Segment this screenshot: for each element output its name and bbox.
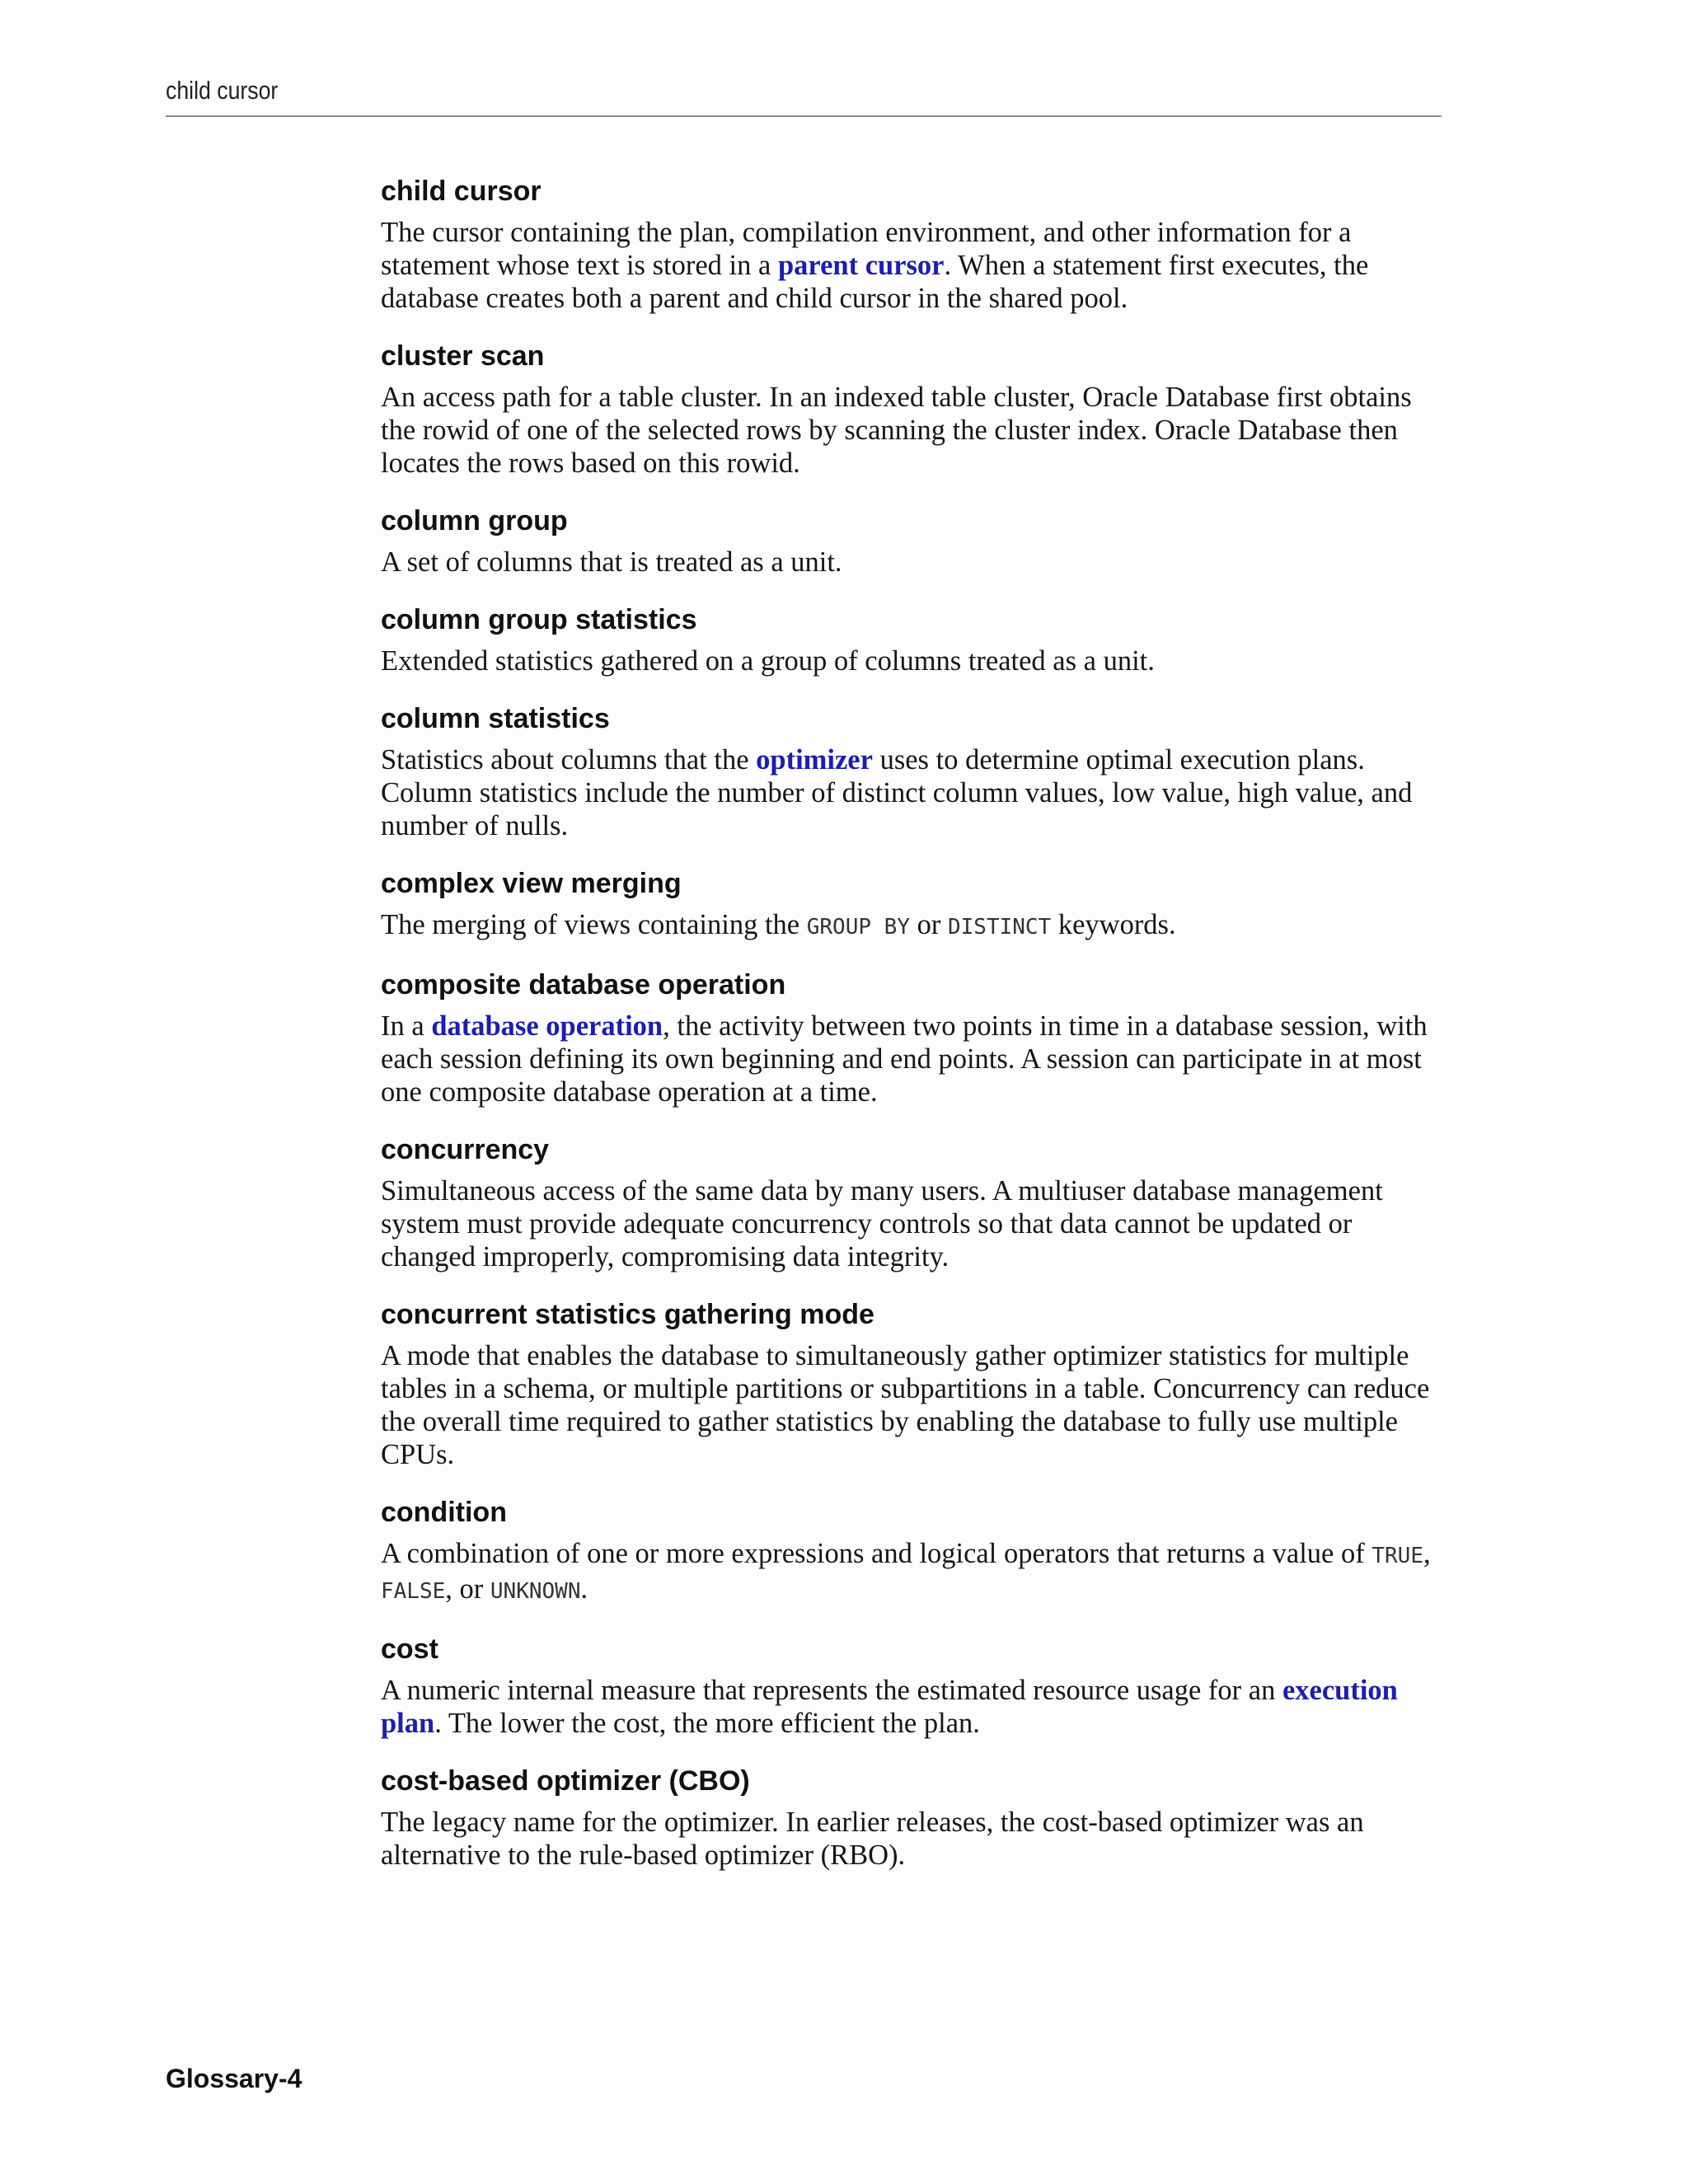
code-keyword: FALSE: [381, 1579, 446, 1604]
glossary-entry: [381, 865, 1452, 944]
glossary-definition: [381, 1010, 1444, 1108]
definition-text: In a: [381, 1010, 432, 1042]
definition-text: A numeric internal measure that represents the estimated resource usage for an: [381, 1675, 1282, 1706]
glossary-entry: [381, 1494, 1452, 1608]
header-divider: [166, 115, 1442, 117]
glossary-term: cost-based optimizer (CBO): [381, 1765, 750, 1797]
code-keyword: GROUP BY: [806, 915, 910, 940]
glossary-entry: [381, 1296, 1452, 1471]
glossary-entry: [381, 1631, 1452, 1740]
glossary-definition: [381, 644, 1444, 677]
definition-text: A set of columns that is treated as a unit.: [381, 546, 842, 578]
definition-text: Simultaneous access of the same data by many users. A multiuser database management system must provide adequate concurrency controls so that data cannot be updated or changed improperly, compromising data integrity.: [381, 1175, 1383, 1272]
definition-text: , the activity between two points in time in a database session, with each session defining its own beginning and end points. A session can participate in at most one composite database operation at a time.: [381, 1010, 1428, 1108]
definition-text: The merging of views containing the: [381, 909, 807, 940]
glossary-definition: [381, 381, 1444, 480]
glossary-cross-reference-link[interactable]: parent cursor: [777, 250, 945, 281]
glossary-entry: [381, 338, 1452, 480]
glossary-term: child cursor: [381, 176, 542, 207]
code-keyword: DISTINCT: [947, 915, 1052, 940]
definition-text: , or: [445, 1573, 490, 1605]
glossary-definition: [381, 1174, 1444, 1273]
glossary-definition: [381, 1806, 1444, 1872]
glossary-definition: [381, 743, 1444, 842]
definition-text: uses to determine optimal execution plans. Column statistics include the number of distinct column values, low value, high value, and number of nulls.: [381, 744, 1413, 841]
glossary-entry: [381, 967, 1452, 1108]
glossary-term: column group: [381, 505, 568, 537]
definition-text: .: [580, 1573, 588, 1605]
definition-text: keywords.: [1051, 909, 1176, 940]
glossary-term: column statistics: [381, 703, 610, 734]
glossary-definition: [381, 216, 1444, 315]
glossary-entry: [381, 173, 1452, 315]
running-head: child cursor: [166, 76, 279, 105]
glossary-term: concurrency: [381, 1134, 550, 1165]
glossary-cross-reference-link[interactable]: database operation: [431, 1010, 663, 1042]
glossary-definition: [381, 1674, 1444, 1740]
glossary-term: cluster scan: [381, 340, 545, 372]
glossary-term: cost: [381, 1633, 438, 1665]
definition-text: Statistics about columns that the: [381, 744, 757, 776]
glossary-entry: [381, 503, 1452, 579]
glossary-entries: [381, 173, 1452, 1895]
glossary-entry: [381, 1763, 1452, 1872]
definition-text: The cursor containing the plan, compilation environment, and other information for a statement whose text is stored in a: [381, 217, 1352, 281]
glossary-term: concurrent statistics gathering mode: [381, 1299, 874, 1330]
glossary-definition: [381, 1339, 1444, 1471]
glossary-term: column group statistics: [381, 604, 697, 635]
code-keyword: UNKNOWN: [490, 1579, 581, 1604]
definition-text: or: [909, 909, 948, 940]
glossary-definition: [381, 546, 1444, 579]
definition-text: The legacy name for the optimizer. In earlier releases, the cost-based optimizer was an alternative to the rule-based optimizer (RBO).: [381, 1807, 1364, 1871]
glossary-cross-reference-link[interactable]: optimizer: [756, 744, 873, 776]
glossary-entry: [381, 1132, 1452, 1273]
definition-text: An access path for a table cluster. In an indexed table cluster, Oracle Database first obtains the rowid of one of the selected rows by scanning the cluster index. Oracle Database then locates the rows based on this rowid.: [381, 382, 1412, 479]
definition-text: . The lower the cost, the more efficient the plan.: [434, 1708, 980, 1739]
code-keyword: TRUE: [1372, 1544, 1423, 1568]
glossary-entry: [381, 701, 1452, 842]
definition-text: A combination of one or more expressions and logical operators that returns a value of: [381, 1538, 1372, 1569]
glossary-definition: [381, 1537, 1444, 1608]
glossary-term: complex view merging: [381, 868, 682, 899]
definition-text: ,: [1423, 1538, 1431, 1569]
page-number: Glossary-4: [166, 2064, 302, 2093]
glossary-cross-reference-link[interactable]: execution plan: [381, 1675, 1398, 1739]
definition-text: A mode that enables the database to simultaneously gather optimizer statistics for multiple tables in a schema, or multiple partitions or subpartitions in a table. Concurrency can reduce the overall time required to gather statistics by enabling the database to fully use multiple CPUs.: [381, 1340, 1430, 1470]
glossary-entry: [381, 602, 1452, 677]
glossary-term: composite database operation: [381, 969, 786, 1001]
definition-text: Extended statistics gathered on a group of columns treated as a unit.: [381, 645, 1155, 677]
glossary-term: condition: [381, 1497, 507, 1528]
glossary-definition: [381, 908, 1444, 944]
definition-text: . When a statement first executes, the database creates both a parent and child cursor in the shared pool.: [381, 250, 1369, 314]
